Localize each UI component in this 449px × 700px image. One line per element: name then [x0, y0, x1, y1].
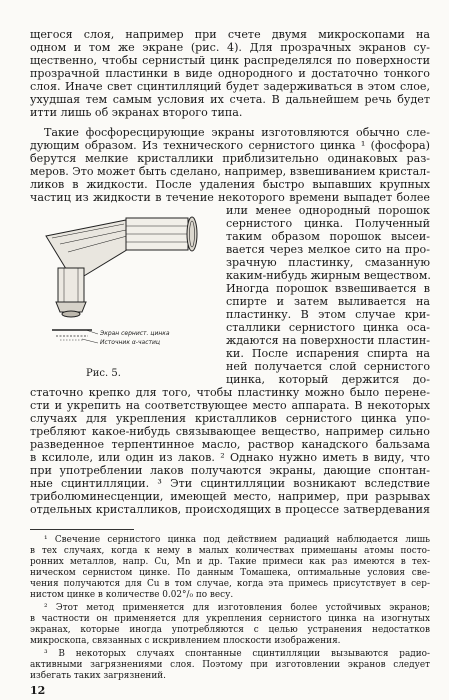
- text-line: итти лишь об экранах второго типа.: [30, 106, 243, 119]
- text-line: ки. После испарения спирта на: [226, 347, 430, 360]
- footnote-line: ² Этот метод применяется для изготовления более устойчивых экранов;: [44, 603, 430, 613]
- footnote-line: ³ В некоторых случаях спонтанные сцинтилляции вызываются радио-: [44, 649, 430, 659]
- text-line: разведенное терпентинное масло, раствор канадского бальзама: [30, 438, 430, 451]
- text-line: каким-нибудь жирным веществом.: [226, 269, 431, 282]
- footnote-divider: [30, 529, 134, 530]
- text-line: ликов в жидкости. После удаления быстро выпавших крупных: [30, 178, 430, 191]
- text-line: одном и том же экране (рис. 4). Для прозрачных экранов су-: [30, 41, 430, 54]
- text-line: берутся мелкие кристаллики приблизительно одинаковых раз-: [30, 152, 430, 165]
- text-line: отдельных кристалликов, происходящих в процессе затвердевания: [30, 503, 430, 516]
- text-line: сталлики сернистого цинка оса-: [226, 321, 430, 334]
- text-line: щественно, чтобы сернистый цинк распределялся по поверхности: [30, 54, 430, 67]
- text-line: частиц из жидкости в течение некоторого времени выпадет более: [30, 191, 430, 204]
- text-line: при употреблении лаков получаются экраны, дающие спонтан-: [30, 464, 430, 477]
- text-line: слоя. Иначе свет сцинтилляций будет задерживаться в этом слое,: [30, 80, 430, 93]
- footnote-line: микроскопа, связанных с искривлением плоскости изображения.: [30, 636, 341, 646]
- page-number: 12: [30, 684, 46, 697]
- text-line: таким образом порошок высеи-: [226, 230, 430, 243]
- text-line: сернистого цинка. Полученный: [226, 217, 430, 230]
- footnote-line: активными загрязнениями слоя. Поэтому при изготовлении экранов следует: [30, 660, 430, 670]
- text-line: Такие фосфоресцирующие экраны изготовляются обычно сле-: [44, 126, 430, 139]
- footnote-line: в частности он применяется для укрепления сернистого цинка на изогнутых: [30, 614, 430, 624]
- text-line: спирте и затем выливается на: [226, 295, 430, 308]
- text-line: дующим образом. Из технического сернистого цинка ¹ (фосфора): [30, 139, 430, 152]
- text-line: пластинку. В этом случае кри-: [226, 308, 430, 321]
- footnote-line: ническом сернистом цинке. По данным Томашека, оптимальные условия све-: [30, 568, 430, 578]
- footnote-line: избегать таких загрязнений.: [30, 671, 166, 681]
- footnote-line: в тех случаях, когда к нему в малых количествах примешаны атомы посто-: [30, 546, 430, 556]
- text-line: сти и укрепить на соответствующее место аппарата. В некоторых: [30, 399, 430, 412]
- text-line: ные сцинтилляции. ³ Эти сцинтилляции возникают вследствие: [30, 477, 430, 490]
- label-source: Источник α-частиц: [100, 339, 160, 346]
- text-line: зрачную пластинку, смазанную: [226, 256, 430, 269]
- text-line: в ксилоле, или один из лаков. ² Однако нужно иметь в виду, что: [30, 451, 430, 464]
- text-line: меров. Это может быть сделано, например, взвешиванием кристал-: [30, 165, 431, 178]
- text-line: случаях для укрепления кристалликов сернистого цинка упо-: [30, 412, 430, 425]
- text-line: ждаются на поверхности пластин-: [226, 334, 430, 347]
- label-screen: Экран сернист. цинка: [100, 330, 170, 337]
- text-line: вается через мелкое сито на про-: [226, 243, 430, 256]
- text-line: ней получается слой сернистого: [226, 360, 430, 373]
- text-line: статочно крепко для того, чтобы пластинку можно было перене-: [30, 386, 430, 399]
- text-line: Иногда порошок взвешивается в: [226, 282, 430, 295]
- text-line: щегося слоя, например при счете двумя микроскопами на: [30, 28, 430, 41]
- figure-apparatus: [26, 208, 212, 356]
- text-line: триболюминесценции, имеющей место, например, при разрывах: [30, 490, 430, 503]
- footnote-line: чения получаются для Cu в том случае, когда эта примесь присутствует в сер-: [30, 579, 430, 589]
- text-line: прозрачной пластинки в виде однородного и достаточно тонкого: [30, 67, 430, 80]
- footnote-line: нистом цинке в количестве 0.02°/₀ по весу.: [30, 590, 234, 600]
- text-line: ухудшая тем самым условия их счета. В дальнейшем речь будет: [30, 93, 430, 106]
- footnote-line: ронних металлов, напр. Cu, Mn и др. Такие примеси как раз имеются в тех-: [30, 557, 430, 567]
- text-line: цинка, который держится до-: [226, 373, 430, 386]
- figure-caption: Рис. 5.: [86, 368, 121, 379]
- text-line: требляют какое-нибудь связывающее вещество, например сильно: [30, 425, 430, 438]
- footnote-line: экранах, которые иногда употребляются с целью устранения недостатков: [30, 625, 430, 635]
- text-line: или менее однородный порошок: [226, 204, 430, 217]
- footnote-line: ¹ Свечение сернистого цинка под действием радиаций наблюдается лишь: [44, 535, 430, 545]
